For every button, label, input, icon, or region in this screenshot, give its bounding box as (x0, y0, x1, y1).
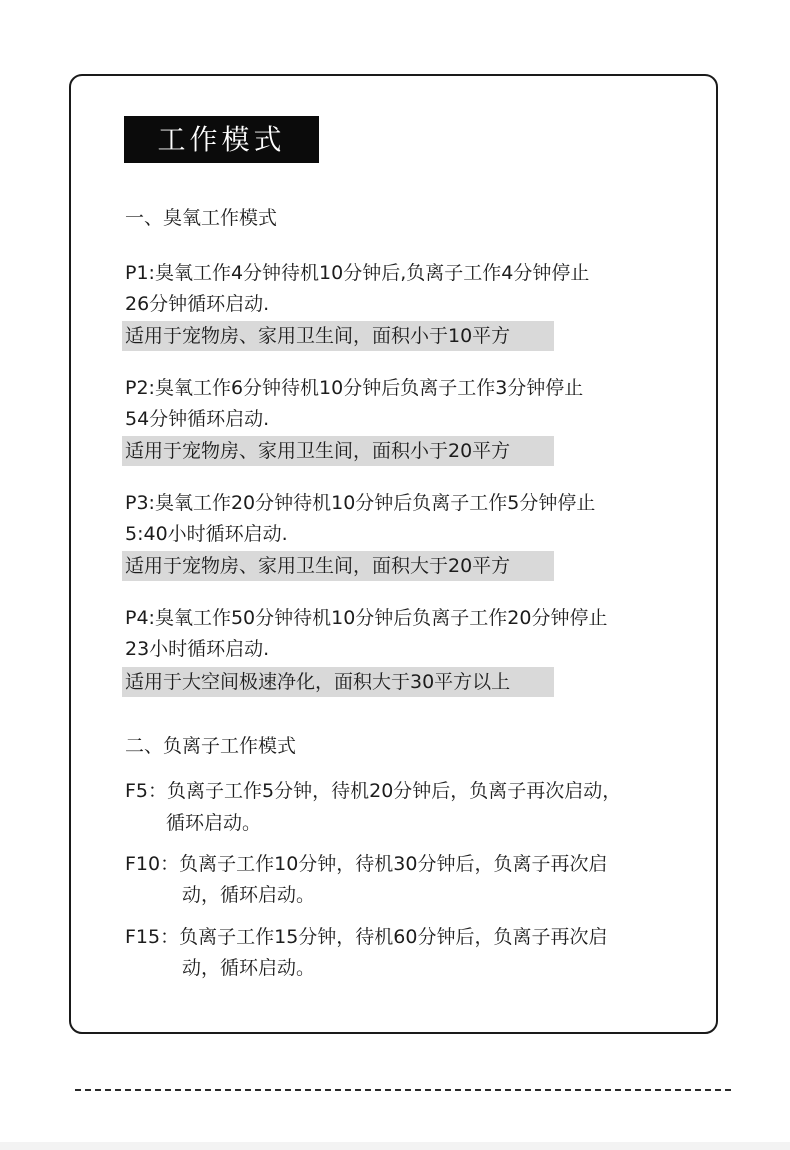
dashed-divider (75, 1089, 731, 1091)
mode-f10-line1: F10：负离子工作10分钟，待机30分钟后，负离子再次启 (125, 853, 608, 875)
mode-p1-line2: 26分钟循环启动. (125, 293, 270, 315)
mode-p3-note: 适用于宠物房、家用卫生间，面积大于20平方 (122, 551, 554, 581)
mode-p1-note: 适用于宠物房、家用卫生间，面积小于10平方 (122, 321, 554, 351)
mode-p2-line2: 54分钟循环启动. (125, 408, 270, 430)
mode-p4-line1: P4:臭氧工作50分钟待机10分钟后负离子工作20分钟停止 (125, 607, 608, 629)
mode-p2-line1: P2:臭氧工作6分钟待机10分钟后负离子工作3分钟停止 (125, 377, 584, 399)
mode-p4-note: 适用于大空间极速净化，面积大于30平方以上 (122, 667, 554, 697)
page-title: 工作模式 (124, 116, 319, 163)
mode-f5-line1: F5：负离子工作5分钟，待机20分钟后，负离子再次启动， (125, 780, 622, 802)
mode-p4-line2: 23小时循环启动. (125, 638, 270, 660)
mode-p3-line1: P3:臭氧工作20分钟待机10分钟后负离子工作5分钟停止 (125, 492, 596, 514)
mode-f15-line2: 动，循环启动。 (182, 957, 316, 979)
mode-p3-line2: 5:40小时循环启动. (125, 523, 288, 545)
section-heading-ozone: 一、臭氧工作模式 (125, 207, 278, 229)
mode-f5-line2: 循环启动。 (166, 812, 262, 834)
section-heading-anion: 二、负离子工作模式 (125, 735, 297, 757)
mode-p2-note: 适用于宠物房、家用卫生间，面积小于20平方 (122, 436, 554, 466)
bottom-strip (0, 1142, 790, 1150)
mode-p1-line1: P1:臭氧工作4分钟待机10分钟后,负离子工作4分钟停止 (125, 262, 590, 284)
mode-f15-line1: F15：负离子工作15分钟，待机60分钟后，负离子再次启 (125, 926, 608, 948)
mode-f10-line2: 动，循环启动。 (182, 884, 316, 906)
